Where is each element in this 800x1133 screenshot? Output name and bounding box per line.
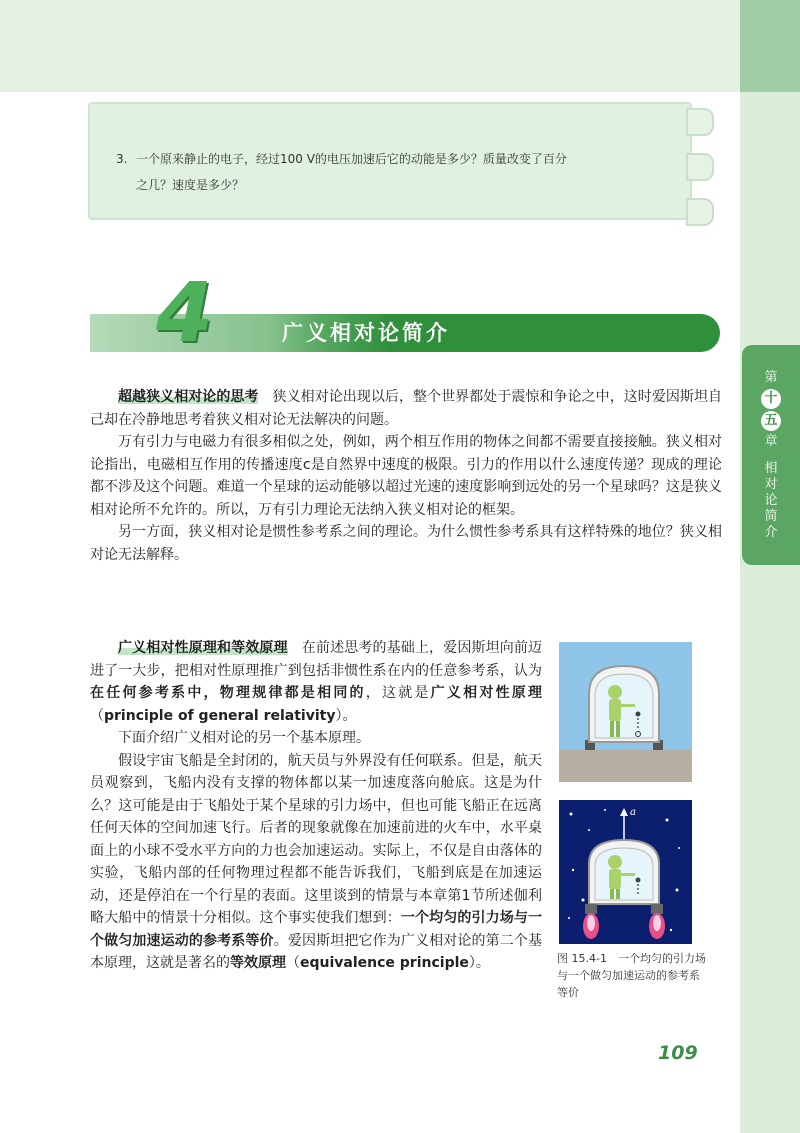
chapter-prefix: 第: [764, 370, 778, 385]
paragraph-heading: 广义相对性原理和等效原理: [118, 640, 288, 656]
section-number: 4: [156, 266, 214, 361]
chapter-name-char: 介: [764, 525, 778, 540]
chapter-name-char: 对: [764, 477, 778, 492]
acceleration-label: a: [630, 807, 636, 818]
paragraph-heading: 超越狭义相对论的思考: [118, 389, 259, 405]
chapter-name-char: 论: [764, 493, 778, 508]
paragraph-2: 万有引力与电磁力有很多相似之处，例如，两个相互作用的物体之间都不需要直接接触。狭义相对论指出，电磁相互作用的传播速度c是自然界中速度的极限。引力的作用以什么速度传递？现成的理论都不涉及这个问题。难道一个星球的运动能够以超过光速的速度影响到远处的另一个星球吗？这是狭义相对论所不允许的。所以，万有引力理论无法纳入狭义相对论的框架。: [90, 434, 722, 518]
page-number: 109: [658, 1042, 698, 1064]
body-block-1: [90, 386, 722, 566]
engine: [651, 904, 663, 914]
paragraph-text: 狭义相对论出现以后，整个世界都处于震惊和争论之中，这时爱因斯坦自己却在冷静地思考着狭义相对论无法解决的问题。: [90, 389, 723, 428]
paragraph-5: 下面介绍广义相对论的另一个基本原理。: [118, 730, 370, 746]
chapter-num-1: 十: [761, 389, 781, 409]
astronaut-body: [609, 699, 621, 721]
ground: [559, 750, 692, 782]
english-term: equivalence principle: [300, 955, 469, 971]
header-band: [0, 0, 740, 92]
figure-accelerating-frame: [559, 800, 692, 944]
side-strip: [740, 0, 800, 1133]
chapter-suffix: 章: [764, 434, 778, 449]
paragraph-4: 广义相对性原理和等效原理 在前述思考的基础上，爱因斯坦向前迈进了一大步，把相对性原理推广到包括非惯性系在内的任意参考系，认为在任何参考系中，物理规律都是相同的，这就是广义相对性原理（principle of general relativity）。: [90, 640, 543, 724]
chapter-name-char: 相: [764, 461, 778, 476]
paragraph-3: 另一方面，狭义相对论是惯性参考系之间的理论。为什么惯性参考系具有这样特殊的地位？狭义相对论无法解释。: [90, 524, 722, 563]
astronaut-head: [608, 685, 622, 699]
side-strip-top: [740, 0, 800, 92]
english-term: principle of general relativity: [104, 707, 336, 724]
key-term: 广义相对性原理: [430, 685, 543, 701]
key-statement: 在任何参考系中，物理规律都是相同的: [90, 685, 366, 701]
falling-ball: [636, 712, 641, 717]
section-title: 广义相对论简介: [282, 321, 450, 345]
figure-gravity-field: [559, 642, 692, 782]
exercise-box-tabs: [686, 108, 712, 218]
key-statement: 一个均匀的引力场与一个做匀加速运动的参考系等价: [90, 910, 543, 949]
exercise-question: [116, 146, 656, 198]
key-term: 等效原理: [230, 955, 286, 971]
exercise-line-2: 之几？速度是多少？: [136, 178, 245, 192]
exercise-number: 3.: [116, 152, 128, 166]
chapter-tab[interactable]: [742, 345, 800, 565]
body-block-2: [90, 637, 542, 975]
caption-number: 图 15.4-1: [557, 952, 607, 965]
exercise-box: [88, 102, 692, 220]
chapter-num-2: 五: [761, 411, 781, 431]
figure-caption: [557, 950, 707, 1001]
paragraph-1: [90, 386, 722, 431]
engine: [585, 904, 597, 914]
paragraph-6: 假设宇宙飞船是全封闭的，航天员与外界没有任何联系。但是，航天员观察到，飞船内没有支撑的物体都以某一加速度落向舱底。这是为什么？这可能是由于飞船处于某个星球的引力场中，但也可能飞船正在远离任何天体的空间加速飞行。后者的现象就像在加速前进的火车中，水平桌面上的小球不受水平方向的力也会加速运动。实际上，不仅是自由落体的实验，飞船内部的任何物理过程都不能告诉我们，飞船到底是在加速运动，还是停泊在一个行星的表面。这里谈到的情景与本章第1节所述伽利略大船中的情景十分相似。这个事实使我们想到：一个均匀的引力场与一个做匀加速运动的参考系等价。爱因斯坦把它作为广义相对论的第二个基本原理，这就是著名的等效原理（equivalence principle）。: [90, 752, 543, 971]
caption-text: 一个均匀的引力场与一个做匀加速运动的参考系等价: [557, 952, 706, 999]
chapter-name-char: 简: [764, 509, 778, 524]
exercise-line-1: 一个原来静止的电子，经过100 V的电压加速后它的动能是多少？质量改变了百分: [136, 152, 567, 166]
chapter-name: [742, 461, 800, 541]
